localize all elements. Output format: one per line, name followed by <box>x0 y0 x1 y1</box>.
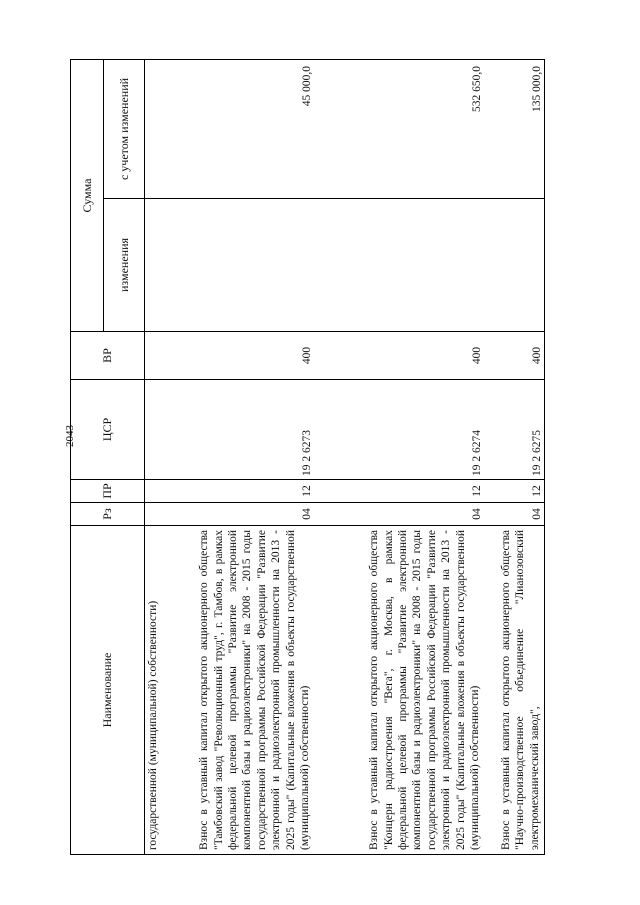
header-vr: ВР <box>71 332 145 380</box>
row-rz: 04 <box>485 503 545 526</box>
row-changes <box>165 199 315 332</box>
row-vr: 400 <box>315 332 485 380</box>
budget-table <box>70 59 545 855</box>
row-rz: 04 <box>315 503 485 526</box>
row-csr: 19 2 6275 <box>485 380 545 480</box>
table-header <box>71 59 145 854</box>
table-row <box>145 59 165 854</box>
row-name: Взнос в уставный капитал открытого акционерного общества "Тамбовский завод "Революционный труд", г. Тамбов, в рамках федеральной целевой программы "Развитие электронной компонентной базы и радиоэлектроники" на 2008 - 2015 годы государственной программы Российской Федерации "Развитие электронной и радиоэлектронной промышленности на 2013 - 2025 годы" (Капитальные вложения в объекты государственной (муниципальной) собственности) <box>165 526 315 855</box>
row-csr: 19 2 6273 <box>165 380 315 480</box>
header-with-changes: с учетом изменений <box>104 59 145 198</box>
header-changes: изменения <box>104 199 145 332</box>
row-rz: 04 <box>165 503 315 526</box>
row-pr: 12 <box>485 480 545 503</box>
table-row <box>165 59 315 854</box>
row-with-changes: 45 000,0 <box>165 59 315 198</box>
row-with-changes: 532 650,0 <box>315 59 485 198</box>
table-row <box>485 59 545 854</box>
row-name: Взнос в уставный капитал открытого акционерного общества "Концерн радиостроения "Вега", г. Москва, в рамках федеральной целевой программы "Развитие электронной компонентной базы и радиоэлектроники" на 2008 - 2015 годы государственной программы Российской Федерации "Развитие электронной и радиоэлектронной промышленности на 2013 - 2025 годы" (Капитальные вложения в объекты государственной (муниципальной) собственности) <box>315 526 485 855</box>
row-vr: 400 <box>485 332 545 380</box>
row-vr: 400 <box>165 332 315 380</box>
row-pr: 12 <box>315 480 485 503</box>
row-name-continuation: государственной (муниципальной) собственности) <box>145 526 165 855</box>
row-pr: 12 <box>165 480 315 503</box>
header-csr: ЦСР <box>71 380 145 480</box>
row-changes <box>485 199 545 332</box>
header-name: Наименование <box>71 526 145 855</box>
header-sum: Сумма <box>71 59 104 331</box>
rotated-page <box>70 60 626 855</box>
page-number: 2043 <box>64 425 76 447</box>
header-rz: Рз <box>71 503 145 526</box>
table-row <box>315 59 485 854</box>
header-pr: ПР <box>71 480 145 503</box>
row-changes <box>315 199 485 332</box>
row-csr: 19 2 6274 <box>315 380 485 480</box>
row-with-changes: 135 000,0 <box>485 59 545 198</box>
row-name: Взнос в уставный капитал открытого акционерного общества "Научно-производственное объединение "Лианозовский электромеханический завод", <box>485 526 545 855</box>
